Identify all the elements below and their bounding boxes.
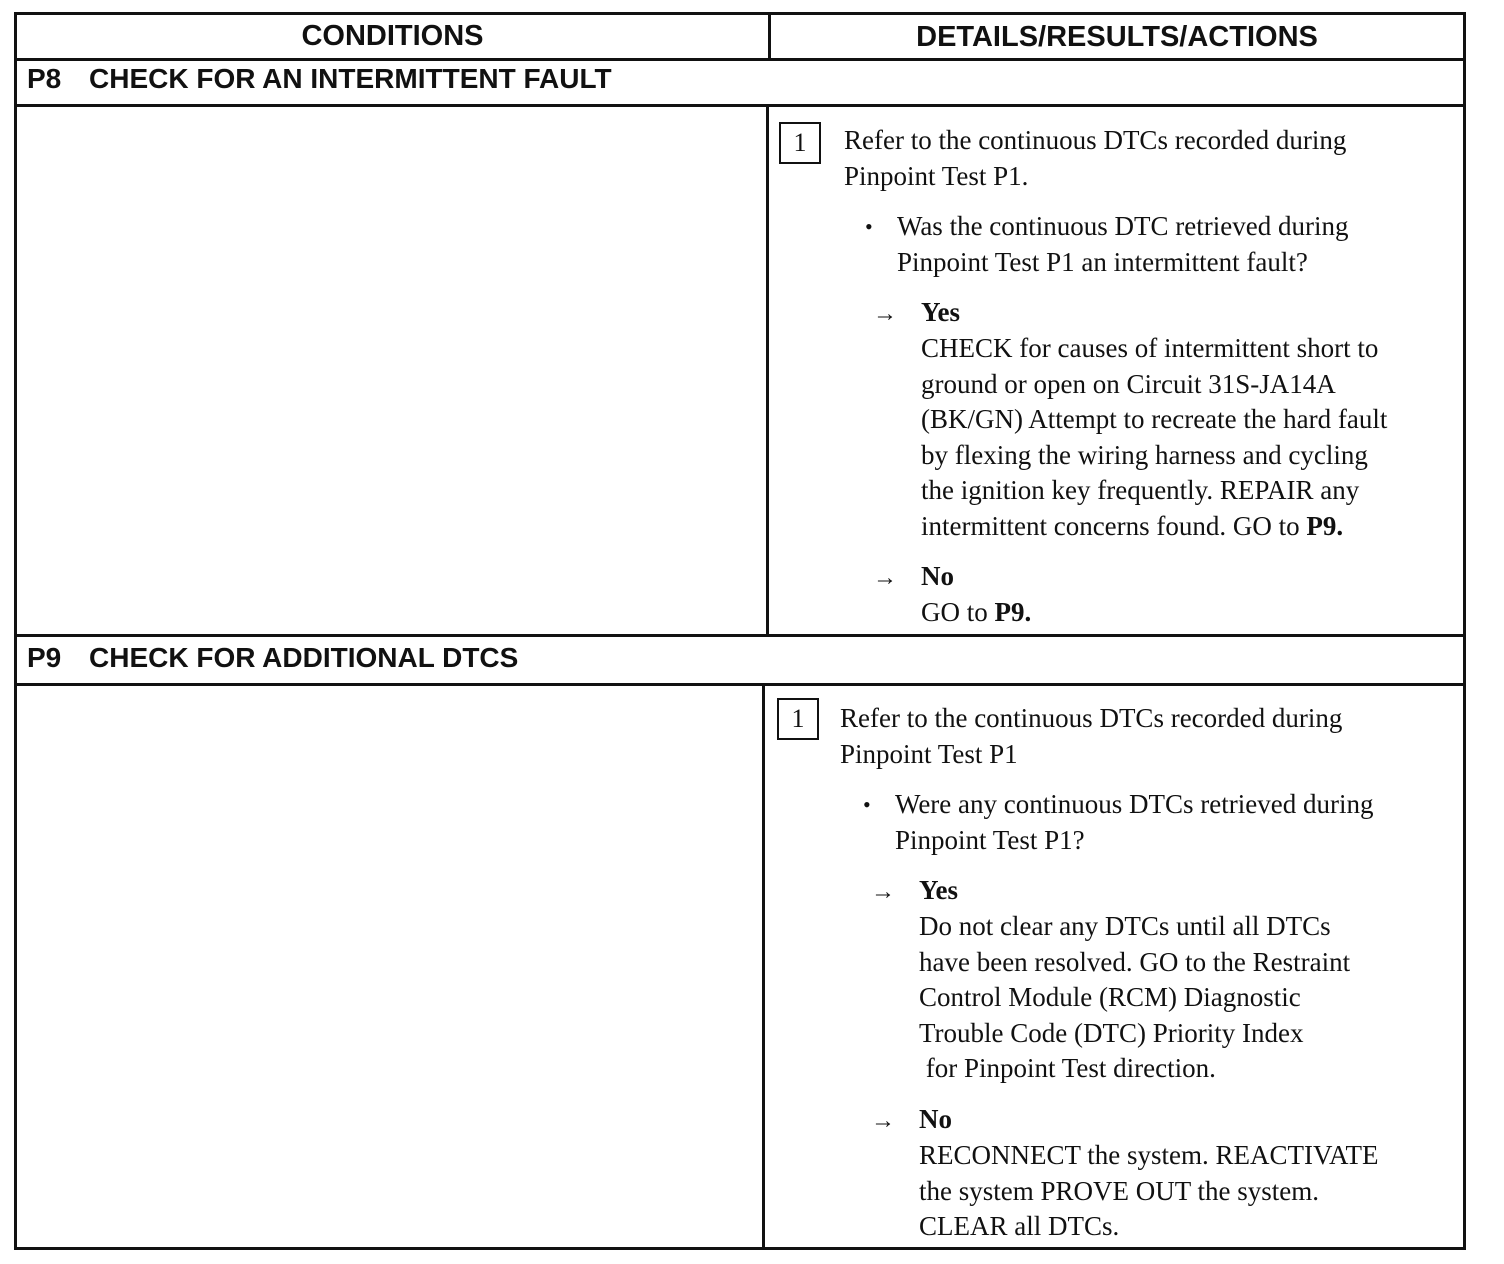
- table-header: [17, 15, 1463, 61]
- diagnostic-table: [14, 12, 1466, 1250]
- no-action-p8: [921, 595, 1031, 631]
- yes-label-p8: Yes: [921, 297, 960, 327]
- text-line: the ignition key frequently. REPAIR any: [921, 475, 1360, 505]
- bullet-icon: •: [865, 214, 873, 239]
- yes-action-p9: [919, 909, 1350, 1087]
- section-code-p9: P9: [27, 642, 62, 673]
- text-line: Pinpoint Test P1: [840, 738, 1018, 769]
- text-line: the system PROVE OUT the system.: [919, 1175, 1319, 1206]
- section-heading-p9: CHECK FOR ADDITIONAL DTCS: [89, 642, 519, 673]
- text-line: for Pinpoint Test direction.: [919, 1053, 1216, 1083]
- details-cell-p8: [769, 107, 1463, 634]
- section-title-p8: [17, 61, 1463, 107]
- text-line: Pinpoint Test P1?: [895, 824, 1085, 855]
- step-intro-p9: [840, 701, 1342, 772]
- yes-label-p9: Yes: [919, 875, 958, 905]
- step-number-box: 1: [779, 122, 821, 164]
- arrow-right-icon: →: [871, 1108, 895, 1134]
- text-line: CLEAR all DTCs.: [919, 1211, 1120, 1241]
- section-row-p9: [17, 686, 1463, 1247]
- arrow-right-icon: →: [873, 565, 897, 591]
- goto-link-p9: P9.: [994, 597, 1032, 627]
- no-label-p8: No: [921, 561, 954, 591]
- text-line: Was the continuous DTC retrieved during: [897, 211, 1349, 241]
- header-conditions: CONDITIONS: [17, 15, 771, 58]
- header-details: DETAILS/RESULTS/ACTIONS: [916, 21, 1318, 53]
- text-line: Were any continuous DTCs retrieved during: [895, 789, 1374, 819]
- text-line: [921, 509, 1387, 545]
- no-action-p9: [919, 1138, 1379, 1245]
- text-line: ground or open on Circuit 31S-JA14A: [921, 368, 1336, 399]
- bullet-icon: •: [863, 792, 871, 817]
- text-line: Do not clear any DTCs until all DTCs: [919, 911, 1331, 941]
- step-number-box: 1: [777, 698, 819, 740]
- text-line: Refer to the continuous DTCs recorded during: [840, 703, 1343, 733]
- section-code-p8: P8: [27, 63, 62, 94]
- question-p9: [895, 787, 1373, 858]
- text-span: GO to: [921, 597, 995, 627]
- text-line: Pinpoint Test P1.: [844, 160, 1029, 191]
- conditions-cell-p8: [17, 107, 769, 634]
- text-span: intermittent concerns found. GO to: [921, 510, 1307, 541]
- conditions-cell-p9: [17, 686, 765, 1247]
- arrow-right-icon: →: [871, 879, 895, 905]
- question-p8: [897, 209, 1348, 280]
- text-line: Pinpoint Test P1 an intermittent fault?: [897, 246, 1308, 277]
- section-title-p9: [17, 640, 1463, 686]
- text-line: Control Module (RCM) Diagnostic: [919, 982, 1301, 1012]
- section-heading-p8: CHECK FOR AN INTERMITTENT FAULT: [89, 63, 612, 94]
- text-line: Refer to the continuous DTCs recorded during: [844, 125, 1347, 155]
- arrow-right-icon: →: [873, 301, 897, 327]
- text-line: RECONNECT the system. REACTIVATE: [919, 1140, 1379, 1170]
- text-line: CHECK for causes of intermittent short to: [921, 333, 1379, 363]
- goto-link-p9: P9.: [1306, 510, 1344, 541]
- step-intro-p8: [844, 123, 1346, 194]
- yes-action-p8: [921, 331, 1387, 544]
- text-line: by flexing the wiring harness and cycling: [921, 439, 1368, 470]
- text-line: have been resolved. GO to the Restraint: [919, 946, 1351, 977]
- text-line: [921, 595, 1031, 631]
- section-row-p8: [17, 107, 1463, 637]
- text-line: (BK/GN) Attempt to recreate the hard fault: [921, 404, 1388, 434]
- text-line: Trouble Code (DTC) Priority Index: [919, 1017, 1304, 1048]
- details-cell-p9: [765, 686, 1463, 1247]
- no-label-p9: No: [919, 1104, 952, 1134]
